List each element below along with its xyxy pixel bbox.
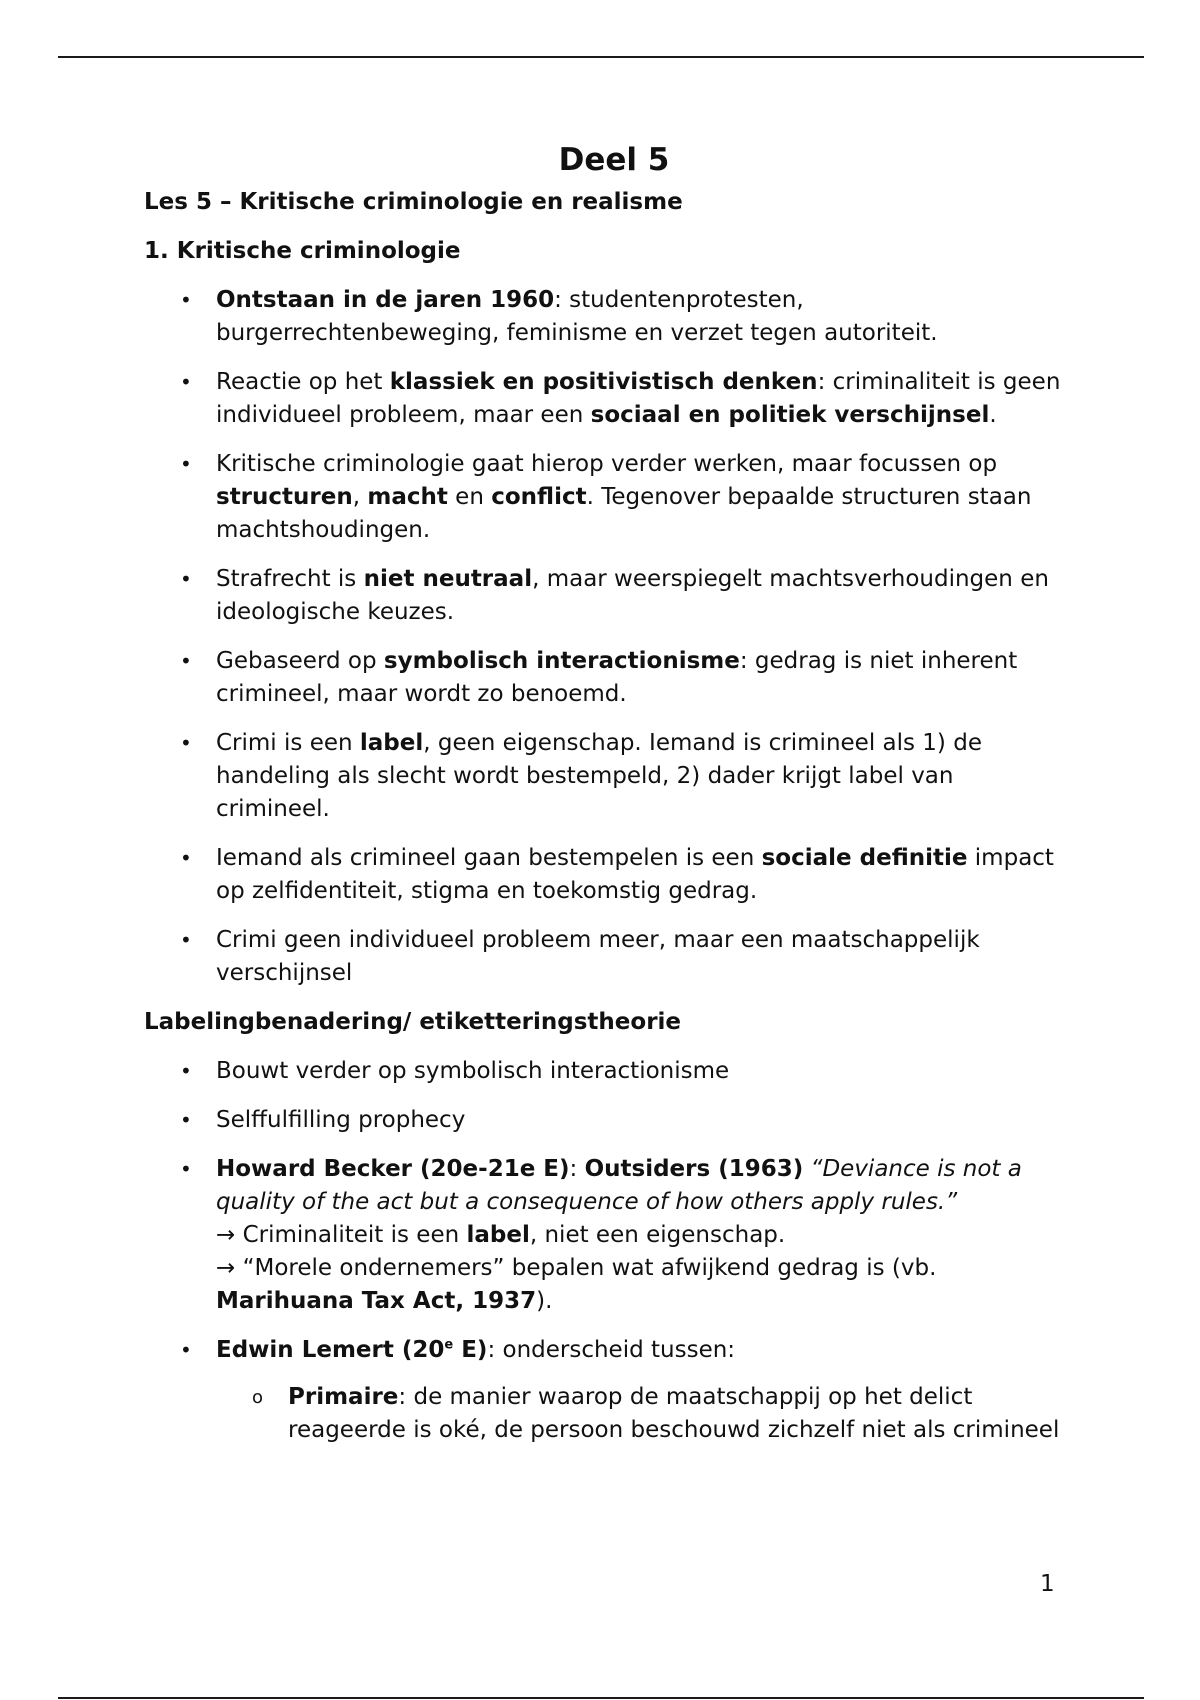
bullet-icon: • xyxy=(180,928,192,952)
bullet-icon: • xyxy=(180,567,192,591)
list-item: • Bouwt verder op symbolisch interactionisme xyxy=(144,1055,1064,1088)
list-item: • Kritische criminologie gaat hierop verder werken, maar focussen op structuren, macht en conflict. Tegenover bepaalde structuren staan machtshoudingen. xyxy=(144,448,1064,547)
bullet-icon: • xyxy=(180,452,192,476)
bullet-icon: • xyxy=(180,1338,192,1362)
lesson-heading: Les 5 – Kritische criminologie en realisme xyxy=(144,189,683,215)
list-item: • Iemand als crimineel gaan bestempelen is een sociale definitie impact op zelfidentiteit, stigma en toekomstig gedrag. xyxy=(144,842,1064,908)
header-rule xyxy=(58,56,1144,58)
list-item-becker: • Howard Becker (20e-21e E): Outsiders (1963) “Deviance is not a quality of the act but a consequence of how others apply rules.” → Criminaliteit is een label, niet een eigenschap. → “Morele ondernemers” bepalen wat afwijkend gedrag is (vb. Marihuana Tax Act, 1937). xyxy=(144,1153,1064,1318)
list-item: • Ontstaan in de jaren 1960: studentenprotesten, burgerrechtenbeweging, feminisme en verzet tegen autoriteit. xyxy=(144,284,1064,350)
bullet-icon: • xyxy=(180,1059,192,1083)
bullet-icon: • xyxy=(180,288,192,312)
list-item: • Strafrecht is niet neutraal, maar weerspiegelt machtsverhoudingen en ideologische keuzes. xyxy=(144,563,1064,629)
section-heading-labeling: Labelingbenadering/ etiketteringstheorie xyxy=(144,1009,682,1035)
bullet-icon: • xyxy=(180,649,192,673)
list-item: • Selffulfilling prophecy xyxy=(144,1104,1064,1137)
footer-rule xyxy=(58,1697,1144,1699)
sub-list-item: o Primaire: de manier waarop de maatschappij op het delict reageerde is oké, de persoon beschouwd zichzelf niet als crimineel xyxy=(216,1381,1064,1447)
bullet-icon: • xyxy=(180,1108,192,1132)
lemert-sublist xyxy=(216,1381,1064,1447)
bullet-icon: • xyxy=(180,1157,192,1181)
sub-bullet-icon: o xyxy=(252,1387,264,1408)
critical-criminology-list xyxy=(144,284,1064,990)
bullet-icon: • xyxy=(180,731,192,755)
list-item: • Reactie op het klassiek en positivistisch denken: criminaliteit is geen individueel probleem, maar een sociaal en politiek verschijnsel. xyxy=(144,366,1064,432)
labeling-list xyxy=(144,1055,1064,1447)
bullet-icon: • xyxy=(180,846,192,870)
section-heading-critical-criminology: 1. Kritische criminologie xyxy=(144,238,461,264)
bullet-icon: • xyxy=(180,370,192,394)
page-number: 1 xyxy=(1040,1571,1055,1597)
document-title: Deel 5 xyxy=(558,142,670,178)
document-body xyxy=(144,140,1064,1463)
list-item: • Crimi is een label, geen eigenschap. Iemand is crimineel als 1) de handeling als slecht wordt bestempeld, 2) dader krijgt label van crimineel. xyxy=(144,727,1064,826)
list-item-lemert: • Edwin Lemert (20e E): onderscheid tussen: o Primaire: de manier waarop de maatschappij op het delict reageerde is oké, de persoon beschouwd zichzelf niet als crimineel xyxy=(144,1334,1064,1447)
list-item: • Gebaseerd op symbolisch interactionisme: gedrag is niet inherent crimineel, maar wordt zo benoemd. xyxy=(144,645,1064,711)
list-item: • Crimi geen individueel probleem meer, maar een maatschappelijk verschijnsel xyxy=(144,924,1064,990)
